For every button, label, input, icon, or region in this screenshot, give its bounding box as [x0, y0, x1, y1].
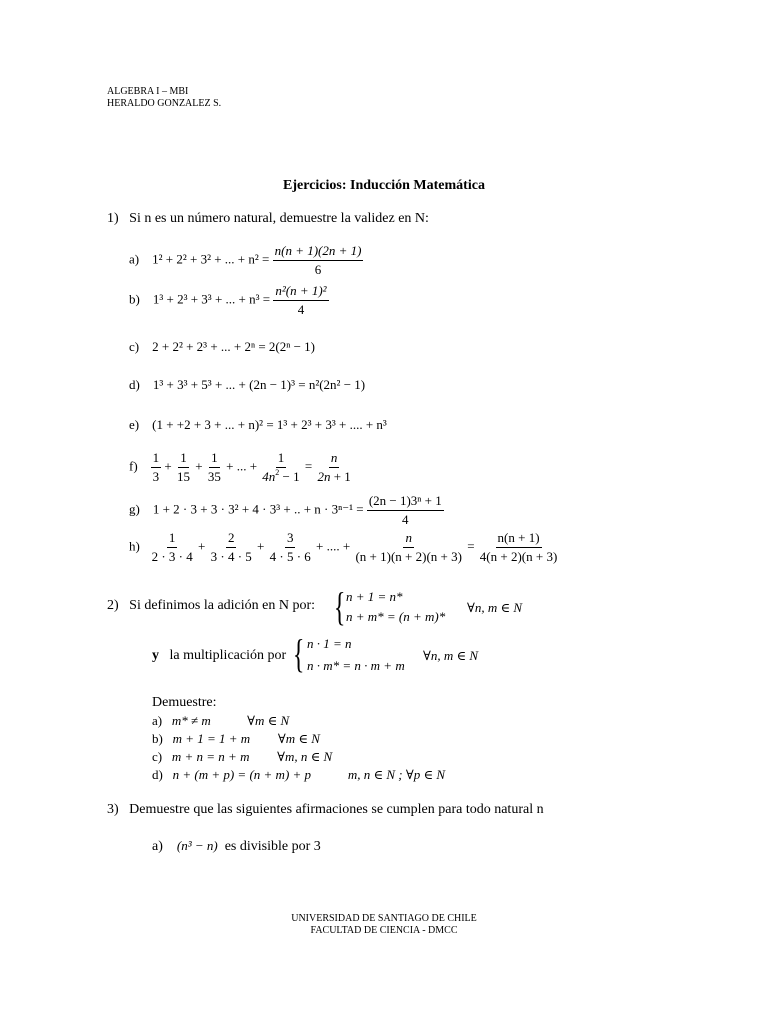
q1-item-b — [129, 283, 329, 318]
left-brace: { — [292, 631, 305, 676]
addition-rule-1: n + 1 = n* — [346, 589, 403, 604]
item-label: g) — [129, 501, 140, 517]
item-label: c) — [152, 749, 163, 764]
course-name: ALGEBRA I – MBI — [107, 86, 189, 97]
fraction: $\frac{n}{(n + 1)(n + 2)(n + 3)}$ — [355, 530, 462, 564]
q2-item-d — [152, 767, 445, 785]
q1-number: 1) — [107, 211, 119, 226]
formula-lhs: 1³ + 2³ + 3³ + ... + n³ = — [152, 291, 271, 307]
forall-quantifier: ∀n, m ∈ N — [467, 600, 523, 615]
item-condition: m, n ∈ N ; ∀p ∈ N — [347, 767, 445, 782]
faculty-name: FACULTAD DE CIENCIA - DMCC — [310, 925, 458, 936]
q2-list — [152, 713, 445, 785]
q3-heading — [107, 802, 544, 818]
item-label: c) — [129, 339, 140, 354]
multiplication-heading — [152, 648, 286, 664]
q2-text: Si definimos la adición en N por: — [129, 598, 316, 613]
q3-text: Demuestre que las siguientes afirmaciones se cumplen para todo natural n — [129, 802, 544, 817]
q2-item-a — [152, 713, 445, 731]
fraction-numerator: n²(n + 1)² — [273, 283, 328, 301]
multiplication-rule-2: n · m* = n · m + m — [307, 658, 405, 673]
q1-heading — [107, 211, 429, 227]
prove-label: Demuestre: — [152, 695, 217, 710]
item-condition: ∀m ∈ N — [247, 713, 290, 728]
item-label: d) — [129, 377, 140, 392]
fraction-denominator: 4 — [297, 302, 305, 317]
author-name: HERALDO GONZALEZ S. — [107, 98, 222, 109]
formula: 1³ + 3³ + 5³ + ... + (2n − 1)³ = n²(2n² − 1) — [152, 377, 366, 392]
item-text: es divisible por 3 — [224, 839, 321, 854]
course-header — [107, 86, 221, 110]
page-footer — [0, 913, 768, 937]
multiplication-text: la multiplicación por — [169, 648, 287, 663]
addition-rule-2: n + m* = (n + m)* — [346, 609, 446, 624]
fraction-numerator: n(n + 1)(2n + 1) — [273, 243, 364, 261]
item-label: h) — [129, 538, 140, 554]
formula-lhs: 1 + 2 · 3 + 3 · 3² + 4 · 3³ + .. + n · 3ⁿ⁻¹ = — [152, 501, 364, 517]
fraction: $\frac{3}{4 \cdot 5 \cdot 6}$ — [269, 530, 311, 564]
item-label: d) — [152, 767, 163, 782]
q1-item-f: f) $\frac{1}{3}$ + $\frac{1}{15}$ + $\frac{1}{35}$ + ... + $\frac{1}{4n^2 - 1}$ = $\frac{n}{2n + 1}$ — [129, 450, 351, 484]
left-brace: { — [333, 584, 346, 629]
item-label: a) — [152, 713, 163, 728]
q1-item-d — [129, 377, 365, 393]
item-expr: n + (m + p) = (n + m) + p — [172, 767, 312, 782]
fraction: $\frac{1}{4n^2 - 1}$ — [262, 450, 300, 484]
formula: 2 + 2² + 2³ + ... + 2ⁿ = 2(2ⁿ − 1) — [152, 339, 315, 354]
item-label: b) — [129, 291, 140, 307]
fraction: $\frac{1}{15}$ — [177, 450, 191, 484]
item-condition: ∀m, n ∈ N — [277, 749, 333, 764]
q3-item-a — [152, 838, 321, 855]
item-expr: m + 1 = 1 + m — [172, 731, 251, 746]
item-expr: (n³ − n) — [176, 838, 218, 853]
q1-item-a — [129, 243, 363, 278]
fraction-numerator: (2n − 1)3ⁿ + 1 — [367, 493, 444, 511]
q2-number: 2) — [107, 598, 119, 613]
q1-item-e — [129, 417, 387, 433]
item-expr: m* ≠ m — [171, 713, 211, 728]
formula-fraction — [367, 493, 444, 528]
fraction: $\frac{n}{2n + 1}$ — [317, 450, 351, 484]
q1-item-h: h) $\frac{1}{2 \cdot 3 \cdot 4}$ + $\frac{2}{3 \cdot 4 \cdot 5}$ + $\frac{3}{4 \cdot 5 \cdot 6}$ + .... + $\frac{n}{(n + 1)(n + 2)(n + 3)}$ = $\frac{n(n + 1)}{4(n + 2)(n + 3)}$ — [129, 530, 558, 564]
q1-item-g — [129, 493, 444, 528]
fraction: $\frac{n(n + 1)}{4(n + 2)(n + 3)}$ — [479, 530, 558, 564]
formula-lhs: 1² + 2² + 3² + ... + n² = — [152, 251, 270, 267]
fraction-denominator: 4 — [402, 512, 409, 527]
item-label: e) — [129, 417, 140, 432]
q3-number: 3) — [107, 802, 119, 817]
formula-fraction — [273, 283, 328, 318]
conjunction: y — [152, 648, 159, 663]
q2-item-b — [152, 731, 445, 749]
item-expr: m + n = n + m — [171, 749, 250, 764]
formula-fraction — [273, 243, 364, 278]
page-title: Ejercicios: Inducción Matemática — [283, 178, 485, 193]
forall-quantifier: ∀n, m ∈ N — [423, 648, 479, 663]
formula: (1 + +2 + 3 + ... + n)² = 1³ + 2³ + 3³ + .... + n³ — [152, 417, 387, 432]
q1-text: Si n es un número natural, demuestre la validez en N: — [129, 211, 429, 226]
q1-item-c — [129, 339, 315, 355]
item-condition: ∀m ∈ N — [277, 731, 320, 746]
fraction: $\frac{1}{2 \cdot 3 \cdot 4}$ — [151, 530, 193, 564]
fraction: $\frac{1}{3}$ — [152, 450, 160, 484]
multiplication-rule-1: n · 1 = n — [307, 636, 352, 651]
fraction: $\frac{1}{35}$ — [207, 450, 221, 484]
fraction-denominator: 6 — [314, 262, 322, 277]
q2-item-c — [152, 749, 445, 767]
item-label: a) — [152, 839, 163, 854]
university-name: UNIVERSIDAD DE SANTIAGO DE CHILE — [291, 913, 477, 924]
fraction: $\frac{2}{3 \cdot 4 \cdot 5}$ — [210, 530, 252, 564]
item-label: f) — [129, 458, 138, 474]
item-label: a) — [129, 251, 140, 267]
item-label: b) — [152, 731, 163, 746]
q2-heading — [107, 598, 315, 614]
